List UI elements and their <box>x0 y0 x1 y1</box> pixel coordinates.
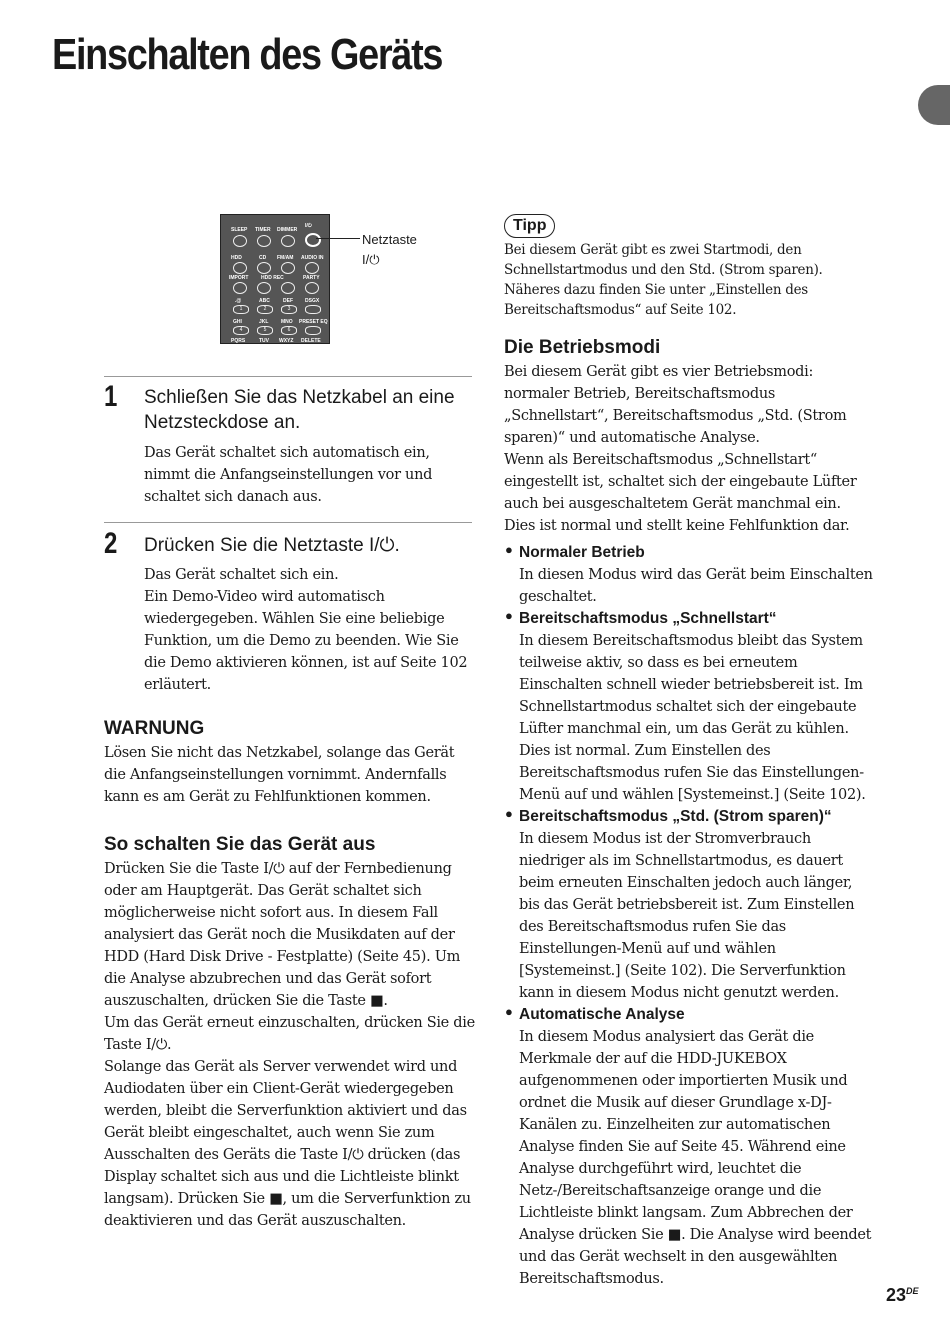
mode-title: Normaler Betrieb <box>519 544 645 561</box>
mode-text: In diesen Modus wird das Gerät beim Einschalten geschaltet. <box>519 567 873 605</box>
modes-list <box>504 542 874 1290</box>
remote-fmam-button <box>281 262 295 274</box>
tip-badge: Tipp <box>504 214 555 238</box>
remote-timer-button <box>257 235 271 247</box>
switch-off-section <box>104 834 476 1232</box>
remote-label-tuv: TUV <box>259 338 269 344</box>
warning-section <box>104 718 476 808</box>
remote-label-pqrs: PQRS <box>231 338 246 344</box>
remote-label-import: IMPORT <box>229 275 249 281</box>
bullet-icon: ● <box>505 1004 513 1019</box>
mode-item <box>504 542 874 608</box>
modes-section <box>504 337 874 1290</box>
mode-text: In diesem Modus ist der Stromverbrauch niedriger als im Schnellstartmodus, es dauert beim erneuten Einschalten jedoch auch länger, bis das Gerät betriebsbereit ist. Zum Einstellen des Bereitschaftsmodus rufen Sie das Einstellungen-Menü auf und wählen [Systemeinst.] (Seite 102). Die Serverfunktion kann in diesem Modus nicht genutzt werden. <box>519 831 855 1001</box>
remote-label-sleep: SLEEP <box>231 227 248 233</box>
page-number <box>886 1285 919 1306</box>
remote-label-audioin: AUDIO IN <box>301 255 324 261</box>
remote-preseteq-key <box>305 326 321 335</box>
remote-import-button <box>233 282 247 294</box>
remote-label-def: DEF <box>283 298 293 304</box>
step-number: 1 <box>104 380 118 413</box>
bullet-icon: ● <box>505 608 513 623</box>
remote-label-dsgx: DSGX <box>305 298 320 304</box>
mode-item <box>504 806 874 1004</box>
step-divider <box>104 522 472 523</box>
remote-control-illustration <box>220 214 330 344</box>
callout-line <box>316 238 360 239</box>
remote-dsgx-key <box>305 305 321 314</box>
remote-label-preseteq: PRESET EQ <box>299 319 328 325</box>
remote-label-hddrec: HDD REC <box>261 275 284 281</box>
remote-key-5: 5 <box>257 326 273 335</box>
remote-key-4: 4 <box>233 326 249 335</box>
warning-text: Lösen Sie nicht das Netzkabel, solange das Gerät die Anfangseinstellungen vornimmt. Andernfalls kann es am Gerät zu Fehlfunktionen kommen. <box>104 745 455 805</box>
remote-key-1: 1 <box>233 305 249 314</box>
modes-heading: Die Betriebsmodi <box>504 337 661 358</box>
remote-label-jkl: JKL <box>259 319 269 325</box>
remote-label-abc: ABC <box>259 298 270 304</box>
switch-off-text: Drücken Sie die Taste I/⏻ auf der Fernbedienung oder am Hauptgerät. Das Gerät schaltet sich möglicherweise nicht sofort aus. In diesem Fall analysiert das Gerät noch die Musikdaten auf der HDD (Hard Disk Drive - Festplatte) (Seite 45). Um die Analyse abzubrechen und das Gerät sofort auszuschalten, drücken Sie die Taste ■. Um das Gerät erneut einzuschalten, drücken Sie die Taste I/⏻. Solange das Gerät als Server verwendet wird und Audiodaten über ein Client-Gerät wiedergegeben werden, bleibt die Serverfunktion aktiviert und das Gerät bleibt eingeschaltet, auch wenn Sie zum Ausschalten des Geräts die Taste I/⏻ drücken (das Display schaltet sich aus und die Lichtleiste blinkt langsam). Drücken Sie ■, um die Serverfunktion zu deaktivieren und das Gerät auszuschalten. <box>104 861 475 1229</box>
remote-sleep-button <box>233 235 247 247</box>
warning-heading: WARNUNG <box>104 718 205 739</box>
mode-title: Bereitschaftsmodus „Std. (Strom sparen)“ <box>519 808 832 825</box>
mode-item <box>504 608 874 806</box>
switch-off-heading: So schalten Sie das Gerät aus <box>104 834 376 855</box>
remote-label-dimmer: DIMMER <box>277 227 298 233</box>
page-number-value: 23 <box>886 1285 907 1305</box>
remote-label-at: .@ <box>235 298 242 304</box>
remote-key-2: 2 <box>257 305 273 314</box>
remote-cd-button <box>257 262 271 274</box>
page-title: Einschalten des Geräts <box>52 30 443 79</box>
mode-title: Automatische Analyse <box>519 1006 685 1023</box>
remote-audioin-button <box>305 262 319 274</box>
remote-label-fmam: FM/AM <box>277 255 294 261</box>
remote-key-3: 3 <box>281 305 297 314</box>
remote-label-timer: TIMER <box>255 227 271 233</box>
mode-text: In diesem Modus analysiert das Gerät die Merkmale der auf die HDD-JUKEBOX aufgenommenen oder importierten Musik und ordnet die Musik auf dieser Grundlage x-DJ-Kanälen zu. Einzelheiten zur automatischen Analyse finden Sie auf Seite 45. Während eine Analyse durchgeführt wird, leuchtet die Netz-/Bereitschaftsanzeige orange und die Lichtleiste blinkt langsam. Zum Abbrechen der Analyse drücken Sie ■. Die Analyse wird beendet und das Gerät wechselt in den ausgewählten Bereitschaftsmodus. <box>519 1029 872 1287</box>
bullet-icon: ● <box>505 542 513 557</box>
step-divider <box>104 376 472 377</box>
step-text: Das Gerät schaltet sich ein. Ein Demo-Video wird automatisch wiedergegeben. Wählen Sie eine beliebige Funktion, um die Demo zu beenden. Wie Sie die Demo aktivieren können, ist auf Seite 102 erläutert. <box>144 567 468 693</box>
remote-dimmer-button <box>281 235 295 247</box>
remote-label-cd: CD <box>259 255 267 261</box>
step-number: 2 <box>104 527 118 560</box>
page-number-suffix: DE <box>906 1286 919 1296</box>
step-heading: Schließen Sie das Netzkabel an eine Netzsteckdose an. <box>144 387 455 433</box>
remote-label-delete: DELETE <box>301 338 321 344</box>
remote-pause-button <box>281 282 295 294</box>
remote-hdd-button <box>233 262 247 274</box>
remote-record-button <box>257 282 271 294</box>
step-heading: Drücken Sie die Netztaste I/⏻. <box>144 535 400 556</box>
remote-party-button <box>305 282 319 294</box>
remote-label-power: I/⏻ <box>305 223 312 229</box>
remote-label-hdd: HDD <box>231 255 242 261</box>
power-button-callout: Netztaste I/⏻ <box>362 232 417 267</box>
step-text: Das Gerät schaltet sich automatisch ein, nimmt die Anfangseinstellungen vor und schaltet sich danach aus. <box>144 445 433 505</box>
mode-item <box>504 1004 874 1290</box>
modes-intro: Bei diesem Gerät gibt es vier Betriebsmodi: normaler Betrieb, Bereitschaftsmodus „Schnellstart“, Bereitschaftsmodus „Std. (Strom sparen)“ und automatische Analyse. Wenn als Bereitschaftsmodus „Schnellstart“ eingestellt ist, schaltet sich der eingebaute Lüfter auch bei ausgeschaltetem Gerät manchmal ein. Dies ist normal und stellt keine Fehlfunktion dar. <box>504 364 857 534</box>
bullet-icon: ● <box>505 806 513 821</box>
remote-key-6: 6 <box>281 326 297 335</box>
mode-title: Bereitschaftsmodus „Schnellstart“ <box>519 610 777 627</box>
remote-label-ghi: GHI <box>233 319 242 325</box>
remote-label-party: PARTY <box>303 275 320 281</box>
remote-power-button <box>305 233 321 247</box>
section-thumb-tab <box>918 85 950 125</box>
mode-text: In diesem Bereitschaftsmodus bleibt das System teilweise aktiv, so dass es bei erneutem Einschalten schnell wieder betriebsbereit ist. Im Schnellstartmodus schaltet sich der eingebaute Lüfter manchmal ein, um das Gerät zu kühlen. Dies ist normal. Zum Einstellen des Bereitschaftsmodus rufen Sie das Einstellungen-Menü auf und wählen [Systemeinst.] (Seite 102). <box>519 633 866 803</box>
remote-label-wxyz: WXYZ <box>279 338 294 344</box>
remote-label-mno: MNO <box>281 319 293 325</box>
tip-text: Bei diesem Gerät gibt es zwei Startmodi, den Schnellstartmodus und den Std. (Strom sparen). Näheres dazu finden Sie unter „Einstellen des Bereitschaftsmodus“ auf Seite 102. <box>504 242 823 318</box>
